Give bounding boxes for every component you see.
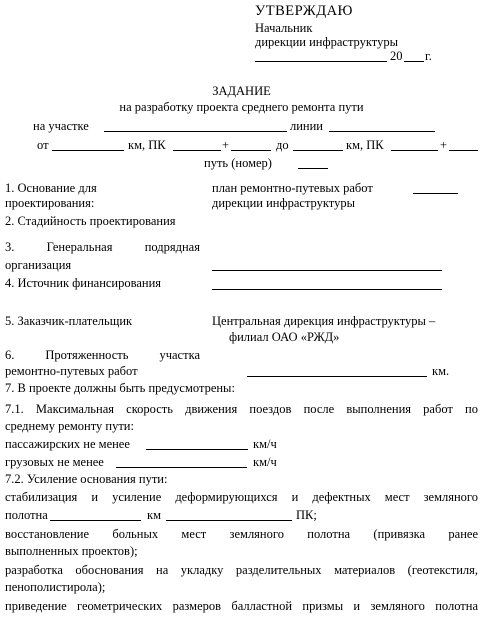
item3-field[interactable] xyxy=(212,270,442,271)
item72-restore-line1: восстановление больных мест земляного полотна (привязка ранее xyxy=(5,527,478,541)
item3-label-line1 xyxy=(5,240,200,255)
item1-label-line2: проектирования: xyxy=(5,196,95,210)
item6-length-field[interactable] xyxy=(247,376,427,377)
item3-word-3: подрядная xyxy=(144,240,200,254)
to-km-field[interactable] xyxy=(293,150,343,151)
item7-title: 7. В проекте должны быть предусмотрены: xyxy=(5,381,235,395)
item5-label: 5. Заказчик-плательщик xyxy=(5,314,133,328)
item3-label-line2: организация xyxy=(5,258,72,272)
freight-speed-field[interactable] xyxy=(116,467,247,468)
line-word: линии xyxy=(290,119,323,133)
approval-year-suffix: г. xyxy=(425,49,432,63)
item4-field[interactable] xyxy=(212,289,442,290)
item3-word-2: Генеральная xyxy=(46,240,113,254)
to-pk-field[interactable] xyxy=(391,150,438,151)
item6-label-line2: ремонтно-путевых работ xyxy=(5,364,138,378)
item72-stab-line1: стабилизация и усиление деформирующихся и дефектных мест земляного xyxy=(5,490,478,504)
item2-label: 2. Стадийность проектирования xyxy=(5,214,176,228)
approval-year-field[interactable] xyxy=(404,61,424,62)
item71-passenger-label: пассажирских не менее xyxy=(5,437,130,451)
item3-word-1: 3. xyxy=(5,240,15,254)
passenger-speed-unit: км/ч xyxy=(253,437,277,451)
item5-value-line1: Центральная дирекция инфраструктуры – xyxy=(212,314,436,328)
item72-geo-line1: разработка обоснования на укладку разделительных материалов (геотекстиля, xyxy=(5,563,478,577)
line-field[interactable] xyxy=(329,131,435,132)
item71-freight-label: грузовых не менее xyxy=(5,455,104,469)
item72-restore-line2: выполненных проектов); xyxy=(5,544,138,558)
approval-date-20: 20 xyxy=(390,49,403,63)
item1-value-line2: дирекции инфраструктуры xyxy=(212,196,355,210)
to-label: до xyxy=(276,138,289,152)
section-field[interactable] xyxy=(104,131,287,132)
from-km-field[interactable] xyxy=(52,150,124,151)
on-section-label: на участке xyxy=(33,119,89,133)
item71-line1: 7.1. Максимальная скорость движения поездов после выполнения работ по xyxy=(5,402,478,416)
stab-km-field[interactable] xyxy=(50,520,141,521)
item72-stab-pk: ПК; xyxy=(296,508,317,522)
approval-signature-line[interactable] xyxy=(255,61,387,62)
item5-value-line2: филиал ОАО «РЖД» xyxy=(229,330,340,344)
item72-geo-line2: пенополистирола); xyxy=(5,580,106,594)
item6-word-3: участка xyxy=(159,348,200,362)
item72-title: 7.2. Усиление основания пути: xyxy=(5,472,168,486)
item72-stab-line2: полотна xyxy=(5,508,48,522)
item6-word-1: 6. xyxy=(5,348,15,362)
item6-word-2: Протяженность xyxy=(45,348,129,362)
from-plus-field[interactable] xyxy=(231,150,271,151)
item72-bring-line1: приведение геометрических размеров балластной призмы и земляного полотна xyxy=(5,599,478,613)
task-title: ЗАДАНИЕ xyxy=(212,84,271,98)
to-km-pk-label: км, ПК xyxy=(346,138,384,152)
item1-value-line1: план ремонтно-путевых работ xyxy=(212,181,373,195)
stab-pk-field[interactable] xyxy=(166,520,292,521)
passenger-speed-field[interactable] xyxy=(146,449,248,450)
from-km-pk-label: км, ПК xyxy=(128,138,166,152)
item1-value-field[interactable] xyxy=(413,193,458,194)
item1-label-line1: 1. Основание для xyxy=(5,181,97,195)
from-plus: + xyxy=(222,138,230,152)
path-number-label: путь (номер) xyxy=(204,156,272,170)
approval-title: УТВЕРЖДАЮ xyxy=(255,3,353,19)
approval-position-line1: Начальник xyxy=(255,21,313,35)
from-pk-field[interactable] xyxy=(173,150,221,151)
item6-unit: км. xyxy=(432,364,450,378)
path-number-field[interactable] xyxy=(298,168,328,169)
from-label: от xyxy=(37,138,49,152)
approval-position-line2: дирекции инфраструктуры xyxy=(255,35,398,49)
item4-label: 4. Источник финансирования xyxy=(5,276,162,290)
item6-label-line1 xyxy=(5,348,200,363)
item72-stab-km: км xyxy=(147,508,161,522)
to-plus-field[interactable] xyxy=(449,150,478,151)
freight-speed-unit: км/ч xyxy=(253,455,277,469)
item71-line2: среднему ремонту пути: xyxy=(5,419,134,433)
to-plus: + xyxy=(440,138,448,152)
task-subtitle: на разработку проекта среднего ремонта пути xyxy=(119,100,364,114)
